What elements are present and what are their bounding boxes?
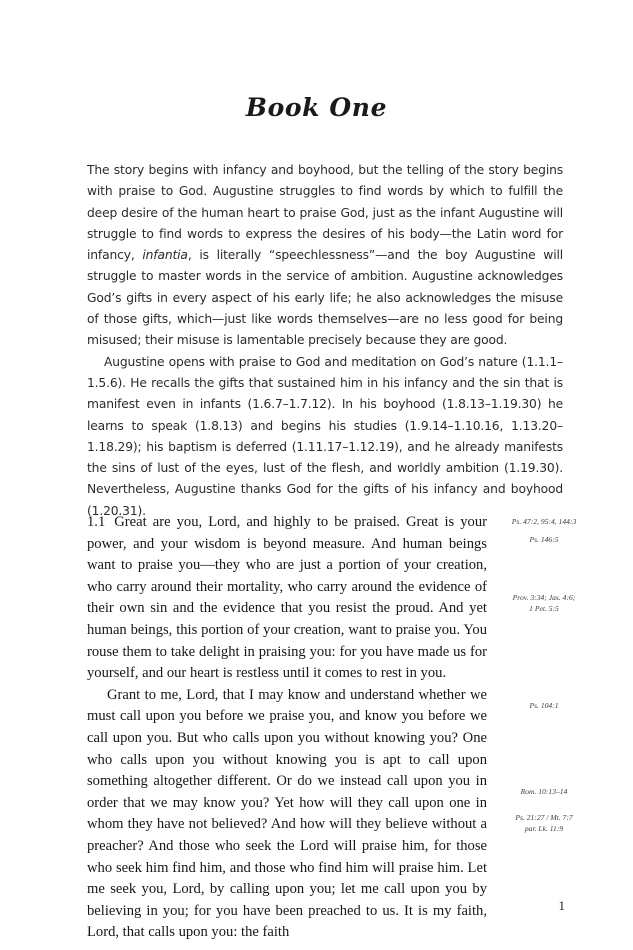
margin-note-line: Ps. 104:1	[529, 701, 559, 710]
summary-paragraph	[87, 352, 563, 522]
page-number: 1	[558, 898, 565, 913]
margin-note-line: Ps. 21:27 / Mt. 7:7	[515, 813, 573, 822]
margin-note	[498, 812, 590, 834]
main-body-text	[87, 512, 487, 944]
body-text-run: Grant to me, Lord, that I may know and understand whether we must call upon you before we praise you, and know you before we call upon you. But who calls upon you without knowing you? One who calls upon you without knowing you is apt to call upon something altogether different. Or do we instead call upon you in order that we may know you? Yet how will they call upon one in whom they have not believed? And how will they believe without a preacher? And those who seek the Lord will praise him, for those who seek him find him, and those who find him will praise him. Let me seek you, Lord, by calling upon you; let me call upon you by believing in you; for you have been preached to us. It is my faith, Lord, that calls upon you: the faith	[87, 686, 487, 941]
body-paragraph	[87, 512, 487, 685]
margin-note	[498, 534, 590, 545]
margin-note	[498, 592, 590, 614]
summary-text-run: The story begins with infancy and boyhood, but the telling of the story begins with praise to God. Augustine struggles to find words by which to fulfill the deep desire of the human heart to praise God, just as the infant Augustine will struggle to find words to express the desires of his body—the Latin word for infancy,	[87, 163, 563, 263]
margin-note	[498, 700, 590, 711]
summary-text-run: Augustine opens with praise to God and meditation on God’s nature (1.1.1–1.5.6). He recalls the gifts that sustained him in his infancy and the sin that is manifest even in infants (1.6.7–1.7.12). In his boyhood (1.8.13–1.19.30) he learns to speak (1.8.13) and begins his studies (1.9.14–1.10.16, 1.13.20–1.18.29); his baptism is deferred (1.11.17–1.12.19), and he already manifests the sins of lust of the eyes, lust of the flesh, and worldly ambition (1.19.30). Nevertheless, Augustine thanks God for the gifts of his infancy and boyhood (1.20.31).	[87, 354, 563, 518]
margin-note-line: Ps. 47:2, 95:4, 144:3	[511, 517, 577, 526]
summary-paragraph	[87, 160, 563, 352]
latin-term: infantia	[142, 248, 188, 263]
margin-note-line: 1 Pet. 5:5	[529, 604, 559, 614]
page-title: Book One	[245, 92, 388, 122]
margin-note-line: Prov. 3:34; Jas. 4:6;	[512, 593, 576, 602]
chapter-summary	[87, 160, 563, 522]
margin-note-line: Ps. 146:5	[529, 535, 559, 544]
summary-text-run: , is literally “speechlessness”—and the boy Augustine will struggle to master words in the service of ambition. Augustine acknowledges God’s gifts in every aspect of his early life; he also acknowledges the misuse of those gifts, which—just like words themselves—are no less good for being misused; their misuse is lamentable precisely because they are good.	[87, 248, 564, 348]
margin-note-line: Rom. 10:13–14	[520, 787, 568, 796]
margin-note-line: par. Lk. 11:9	[524, 824, 564, 834]
margin-note	[498, 516, 590, 527]
body-text-run: Great are you, Lord, and highly to be praised. Great is your power, and your wisdom is beyond measure. And human beings want to praise you—they who are just a portion of your creation, who carry around their mortality, who carry around the evidence of their own sin and the evidence that you resist the proud. And yet human beings, this portion of your creation, want to praise you. You rouse them to take delight in praising you: for you have made us for yourself, and our heart is restless until it comes to rest in you.	[87, 514, 487, 682]
margin-note	[498, 786, 590, 797]
section-number: 1.1	[87, 514, 106, 530]
